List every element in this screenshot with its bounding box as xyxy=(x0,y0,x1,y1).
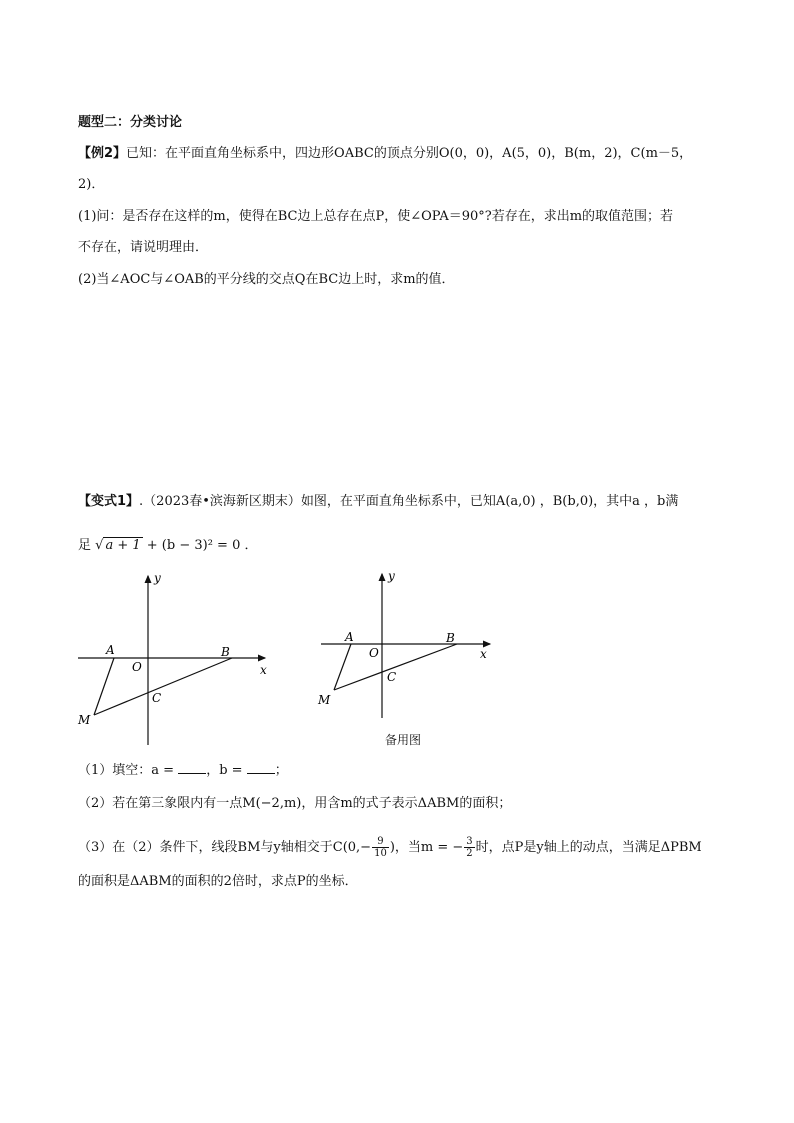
fraction-9-10 xyxy=(372,836,389,859)
example2-q1-line1: (1)问：是否存在这样的m，使得在BC边上总存在点P，使∠OPA＝90°?若存在，求出m的取值范围；若 xyxy=(78,209,674,224)
example2-tag: 【例2】 xyxy=(78,146,127,161)
q1-mid: ，b = xyxy=(206,763,243,778)
label-C: C xyxy=(387,670,397,684)
q3-part2: )，当m = − xyxy=(389,840,464,855)
figure-backup xyxy=(315,568,500,723)
variant1-q1 xyxy=(78,761,288,779)
label-M: M xyxy=(78,713,91,727)
fraction-numerator: 3 xyxy=(466,836,473,847)
segment-AM xyxy=(94,658,114,715)
sqrt-symbol: √ xyxy=(95,538,104,553)
q1-suffix: ； xyxy=(274,763,288,778)
example2-q1-line2: 不存在，请说明理由． xyxy=(78,240,209,255)
q3-part3: 时，点P是y轴上的动点，当满足ΔPBM xyxy=(475,840,702,855)
variant1-intro-b-prefix: 足 xyxy=(78,538,92,553)
segment-MB xyxy=(94,658,232,715)
label-y: y xyxy=(388,569,395,583)
fraction-denominator: 10 xyxy=(374,848,387,859)
label-x: x xyxy=(480,647,487,661)
variant1-tag: 【变式1】 xyxy=(78,494,140,509)
label-x: x xyxy=(260,663,267,677)
segment-AM xyxy=(334,644,351,690)
variant1-q3-line1 xyxy=(78,836,702,859)
label-A: A xyxy=(345,630,354,644)
figure-caption: 备用图 xyxy=(385,733,422,747)
variant1-q3-line2: 的面积是ΔABM的面积的2倍时，求点P的坐标． xyxy=(78,874,358,889)
label-O: O xyxy=(132,660,142,674)
label-B: B xyxy=(446,631,455,645)
fraction-3-2 xyxy=(464,836,474,859)
figure-main xyxy=(70,570,280,750)
label-C: C xyxy=(152,691,162,705)
sqrt-expression: a + 1 xyxy=(105,538,141,553)
example2-q2: (2)当∠AOC与∠OAB的平分线的交点Q在BC边上时，求m的值． xyxy=(78,272,455,287)
section-title: 题型二：分类讨论 xyxy=(78,115,183,130)
variant1-intro-a: .（2023春•滨海新区期末）如图，在平面直角坐标系中，已知A(a,0) ，B(b,0)，其中a ，b满 xyxy=(139,494,679,509)
label-B: B xyxy=(221,645,230,659)
fraction-denominator: 2 xyxy=(466,848,473,859)
example2-line2: 2)． xyxy=(78,177,105,192)
example2-text1: 已知：在平面直角坐标系中，四边形OABC的顶点分别O(0，0)，A(5，0)，B(m，2)，C(m－5， xyxy=(126,146,693,161)
label-y: y xyxy=(154,571,161,585)
answer-blank-a[interactable] xyxy=(178,761,206,774)
variant1-intro-line2 xyxy=(78,538,257,554)
example2-line1 xyxy=(78,146,692,162)
label-A: A xyxy=(106,643,115,657)
variant1-intro-line1 xyxy=(78,494,678,510)
label-M: M xyxy=(318,693,331,707)
q3-part1: （3）在（2）条件下，线段BM与y轴相交于C(0,− xyxy=(78,840,372,855)
variant1-q2: （2）若在第三象限内有一点M(−2,m)，用含m的式子表示ΔABM的面积； xyxy=(78,796,512,811)
q1-prefix: （1）填空：a = xyxy=(78,763,175,778)
label-O: O xyxy=(369,646,379,660)
fraction-numerator: 9 xyxy=(372,836,389,848)
variant1-intro-b-suffix: + (b − 3)² = 0 ． xyxy=(146,538,258,553)
answer-blank-b[interactable] xyxy=(247,761,275,774)
